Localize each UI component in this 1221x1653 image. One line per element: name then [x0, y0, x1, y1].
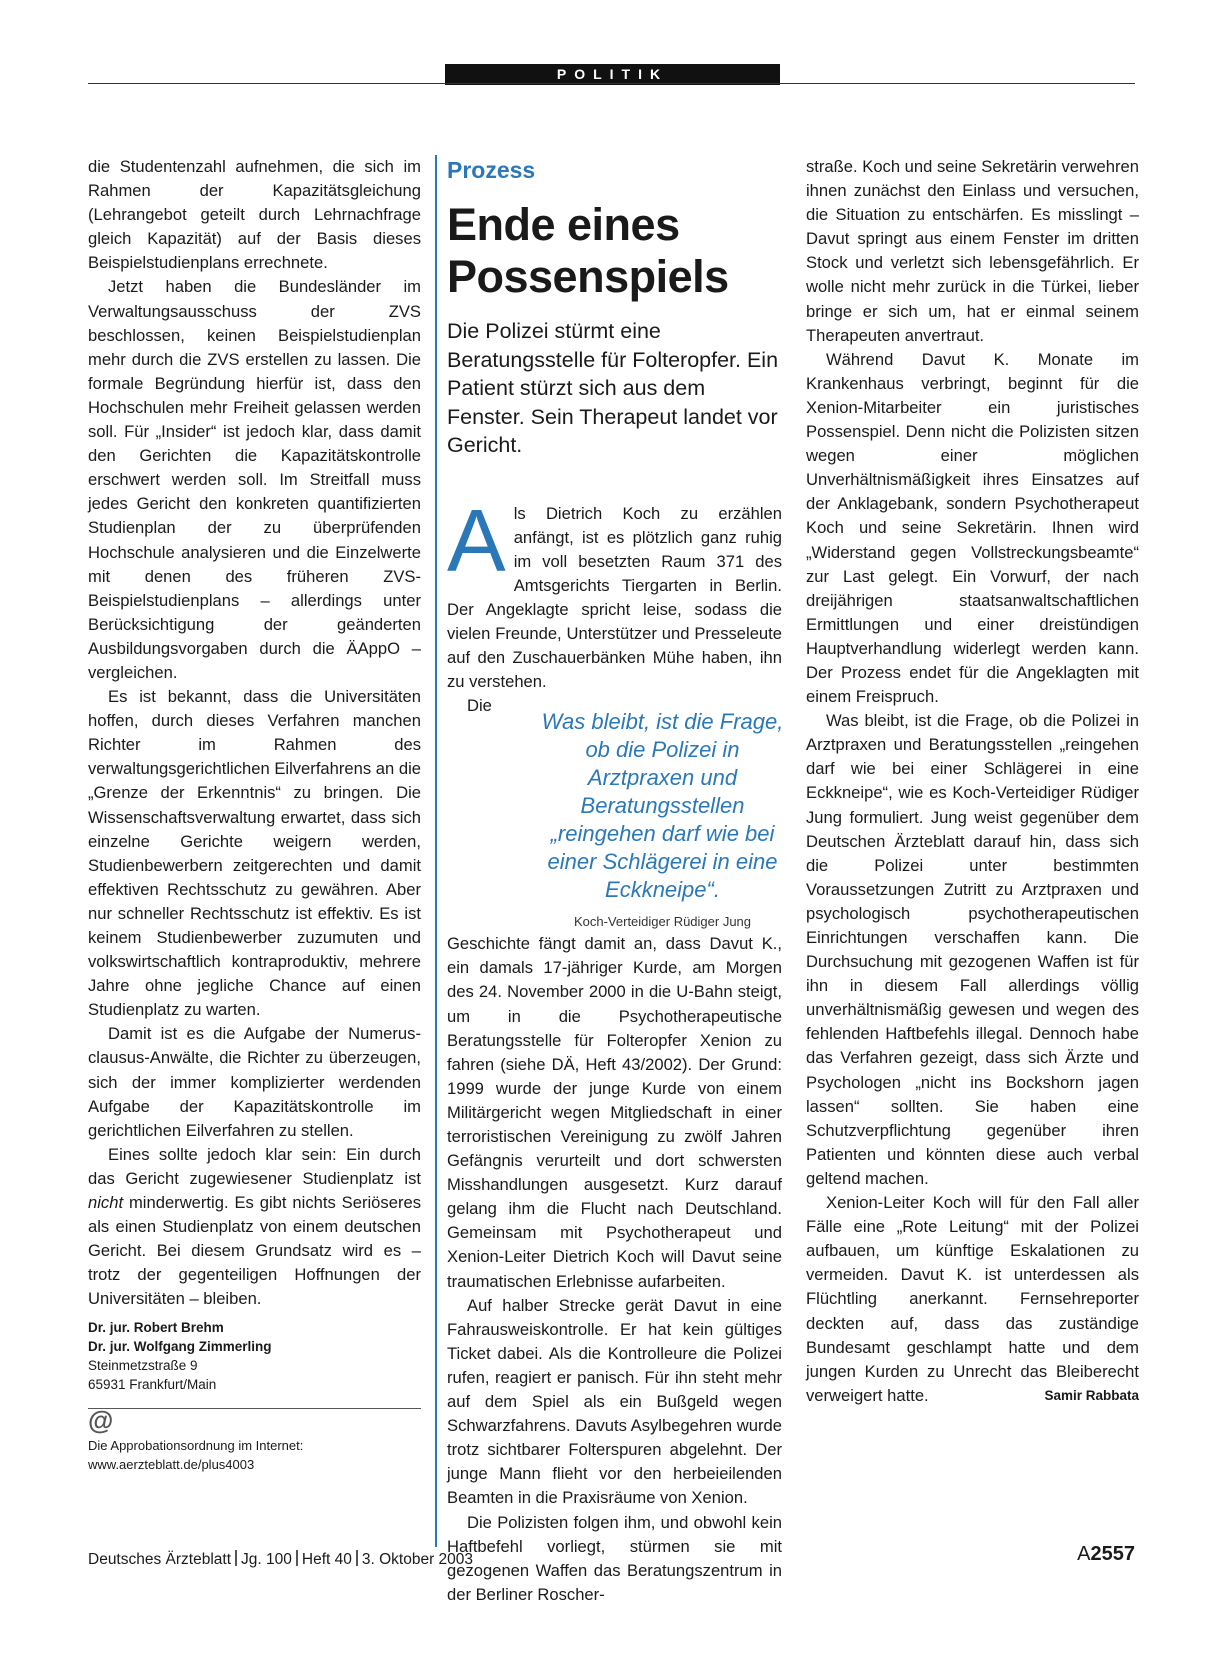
- paragraph: Als Dietrich Koch zu erzählen anfängt, ist es plötzlich ganz ruhig im voll besetzten Raum 371 des Amtsgerichts Tiergarten in Berlin. Der Angeklagte spricht leise, sodass die vielen Freunde, Unterstützer und Presseleute auf den Zuschauerbänken Mühe haben, ihn zu verstehen.: [447, 490, 782, 692]
- drop-cap: A: [447, 490, 506, 590]
- internet-note: Die Approbationsordnung im Internet: www.aerzteblatt.de/plus4003: [88, 1437, 304, 1472]
- page-footer: [88, 1543, 1135, 1570]
- page-number: A2557: [1077, 1543, 1135, 1565]
- paragraph: Während Davut K. Monate im Krankenhaus verbringt, beginnt für die Xenion-Mitarbeiter ein juristisches Possenspiel. Denn nicht die Polizisten sitzen wegen einer möglichen Unverhältnismäßigkeit ihres Einsatzes auf der Anklagebank, sondern Psychotherapeut Koch und seine Sekretärin. Ihnen wird „Widerstand gegen Vollstreckungsbeamte“ zur Last gelegt. Ein Vorwurf, der nach dreijährigen staatsanwaltschaftlichen Ermittlungen und einer dreistündigen Hauptverhandlung widerlegt werden kann. Der Prozess endet für die Angeklagten mit einem Freispruch.: [806, 349, 1139, 707]
- volume: Jg. 100: [241, 1551, 292, 1568]
- section-tag: POLITIK: [445, 64, 780, 85]
- author-byline: Samir Rabbata: [1044, 1387, 1139, 1403]
- paragraph: Eines sollte jedoch klar sein: Ein durch das Gericht zugewiesener Studienplatz ist nicht minderwertig. Es gibt nichts Seriöseres als einen Studienplatz von einem deutschen Gericht. Bei diesem Grundsatz wird es – trotz der gegenteiligen Hoffnungen der Universitäten – bleiben.: [88, 1144, 421, 1309]
- issue: Heft 40: [301, 1551, 352, 1568]
- address-line: Steinmetzstraße 9: [88, 1357, 198, 1373]
- paragraph: Die Geschichte fängt damit an, dass Davut K., ein damals 17-jähriger Kurde, am Morgen des 24. November 2000 in die U-Bahn steigt, um in die Psychotherapeutische Beratungsstelle für Folteropfer Xenion zu fahren (siehe DÄ, Heft 43/2002). Der Grund: 1999 wurde der junge Kurde von einem Militärgericht wegen Mitgliedschaft in einer terroristischen Vereinigung zu zwölf Jahren Gefängnis verurteilt und dort schwersten Misshandlungen ausgesetzt. Kurz darauf gelang ihm die Flucht nach Deutschland. Gemeinsam mit Psychotherapeut und Xenion-Leiter Dietrich Koch will Davut seine traumatischen Erlebnisse aufarbeiten.: [447, 696, 782, 1291]
- article-column-right: [806, 155, 1139, 1408]
- paragraph: Was bleibt, ist die Frage, ob die Polizei in Arztpraxen und Beratungsstellen „reingehen darf wie bei einer Schlägerei in eine Eckkneipe“, wie es Koch-Verteidiger Rüdiger Jung formuliert. Jung weist gegenüber dem Deutschen Ärzteblatt darauf hin, dass sich die Polizei unter bestimmten Voraussetzungen Zutritt zu Arztpraxen und psychologisch psychotherapeutischen Einrichtungen verschaffen kann. Die Durchsuchung mit gezogenen Waffen ist für ihn in diesem Fall allerdings völlig unverhältnismäßig gewesen und wegen des fehlenden Haftbefehls illegal. Dennoch habe das Verfahren gezeigt, dass sich Ärzte und Psychologen „nicht ins Bockshorn jagen lassen“ sollten. Sie haben eine Schutzverpflichtung gegenüber ihren Patienten und könnten diese auch verbal geltend machen.: [806, 711, 1139, 1188]
- pull-quote: [535, 694, 790, 932]
- column-divider: [435, 155, 437, 1547]
- lead: Die Polizei stürmt eine Beratungsstelle für Folteropfer. Ein Patient stürzt sich aus dem Fenster. Sein Therapeut landet vor Gericht.: [447, 319, 779, 457]
- letters-column: [88, 155, 421, 1474]
- signers: [88, 1318, 421, 1394]
- paragraph: Auf halber Strecke gerät Davut in eine Fahrausweiskontrolle. Er hat kein gültiges Ticket dabei. Als die Kontrolleure die Polizei rufen, reagiert er panisch. Für ihn steht mehr auf dem Spiel als ein Bußgeld wegen Schwarzfahrens. Davuts Asylbegehren wurde trotz sichtbarer Folterspuren abgelehnt. Der junge Mann flieht vor den herbeieilenden Beamten in die Praxisräume von Xenion.: [447, 1295, 782, 1508]
- paragraph: straße. Koch und seine Sekretärin verwehren ihnen zunächst den Einlass und versuchen, die Situation zu entschärfen. Es misslingt – Davut springt aus einem Fenster im dritten Stock und verletzt sich lebensgefährlich. Er wolle nicht mehr zurück in die Türkei, lieber bringe er sich um, hat er einmal seinem Therapeuten anvertraut.: [806, 157, 1139, 345]
- pull-quote-attribution: Koch-Verteidiger Rüdiger Jung: [573, 914, 752, 930]
- internet-box: [88, 1404, 421, 1474]
- kicker: Prozess: [447, 157, 536, 183]
- address-line: 65931 Frankfurt/Main: [88, 1376, 217, 1392]
- issue-date: 3. Oktober 2003: [361, 1551, 474, 1568]
- header-rule: [88, 83, 1135, 84]
- paragraph: Jetzt haben die Bundesländer im Verwaltungsausschuss der ZVS beschlossen, keinen Beispielstudienplan mehr durch die ZVS erstellen zu lassen. Die formale Begründung hierfür ist, dass den Hochschulen mehr Freiheit gelassen werden soll. Für „Insider“ ist jedoch klar, dass damit den Gerichten die Kapazitätskontrolle erschwert werden soll. Im Streitfall muss jedes Gericht den konkreten quantifizierten Studienplan der zu überprüfenden Hochschule analysieren und die Einzelwerte mit denen des früheren ZVS-Beispielstudienplans – allerdings unter Berücksichtigung der geänderten Ausbildungsvorgaben durch die ÄAppO – vergleichen.: [88, 277, 421, 682]
- paragraph: die Studentenzahl aufnehmen, die sich im Rahmen der Kapazitätsgleichung (Lehrangebot geteilt durch Lehrnachfrage gleich Kapazität) auf der Basis dieses Beispielstudienplans errechnete.: [88, 157, 421, 273]
- pull-quote-text: Was bleibt, ist die Frage, ob die Polizei in Arztpraxen und Beratungsstellen „reingehen darf wie bei einer Schlägerei in eine Eckkneipe“.: [541, 709, 784, 903]
- paragraph: Damit ist es die Aufgabe der Numerus-clausus-Anwälte, die Richter zu überzeugen, sich der immer komplizierter werdenden Aufgabe der Kapazitätskontrolle im gerichtlichen Eilverfahren zu stellen.: [88, 1024, 421, 1140]
- paragraph: Xenion-Leiter Koch will für den Fall aller Fälle eine „Rote Leitung“ mit der Polizei aufbauen, um künftige Eskalationen zu vermeiden. Davut K. ist unterdessen als Flüchtling anerkannt. Fernsehreporter deckten auf, dass das zuständige Bundesamt geschlampt hatte und dem jungen Kurden zu Unrecht das Bleiberecht verweigert hatte. Samir Rabbata: [806, 1191, 1139, 1408]
- emphasis: nicht: [88, 1193, 124, 1213]
- paragraph: Die Polizisten folgen ihm, und obwohl kein Haftbefehl vorliegt, stürmen sie mit gezogenen Waffen das Beratungszentrum in der Berliner Roscher-: [447, 1512, 782, 1604]
- journal-name: Deutsches Ärzteblatt: [88, 1551, 232, 1568]
- at-sign-icon: @: [88, 1404, 114, 1435]
- signer-name: Dr. jur. Wolfgang Zimmerling: [88, 1338, 272, 1354]
- signer-name: Dr. jur. Robert Brehm: [88, 1319, 224, 1335]
- headline: Ende eines Possenspiels: [447, 199, 729, 302]
- paragraph: Es ist bekannt, dass die Universitäten hoffen, durch dieses Verfahren manchen Richter im Rahmen des verwaltungsgerichtlichen Eilverfahrens an die „Grenze der Erkenntnis“ zu bringen. Die Wissenschaftsverwaltung erwartet, dass sich einzelne Gerichte weigern werden, Studienbewerbern zeitgerechten und damit effektiven Rechtsschutz zu gewähren. Aber nur schneller Rechtsschutz ist effektiv. Es ist keinem Studienbewerber zuzumuten und volkswirtschaftlich kontraproduktiv, mehrere Jahre ohne jegliche Chance auf einen Studienplatz zu warten.: [88, 687, 421, 1020]
- article-column: [447, 155, 782, 1607]
